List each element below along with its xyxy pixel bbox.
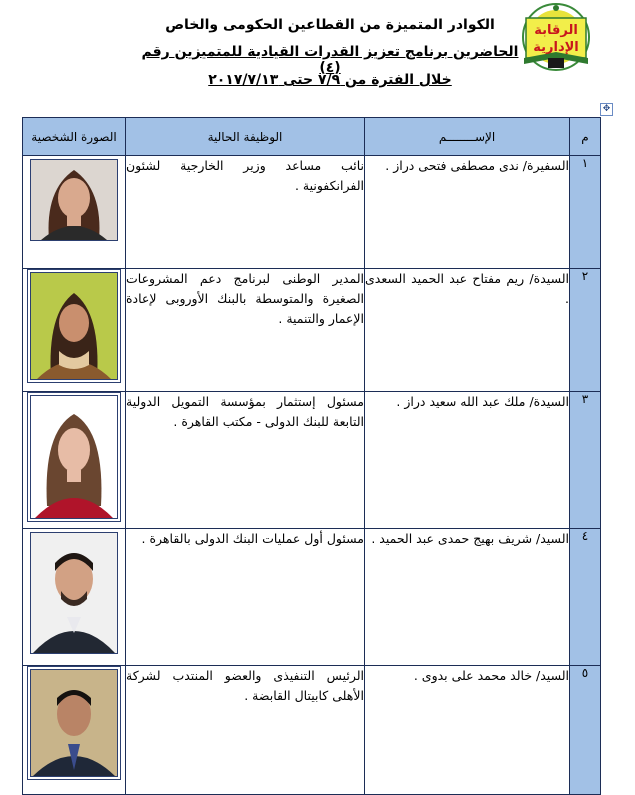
document-title: الكوادر المتميزة من القطاعين الحكومى والخاص: [165, 17, 495, 33]
column-header-job: الوظيفة الحالية: [126, 118, 365, 156]
document-subtitle: الحاضرين برنامج تعزيز القدرات القيادية للمتميزين رقم (٤): [141, 44, 519, 76]
row-name: السيد/ خالد محمد على بدوى .: [365, 666, 570, 795]
row-photo-cell: [23, 392, 126, 529]
table-row: [23, 529, 601, 666]
row-number: ١: [570, 156, 601, 269]
row-name: السيدة/ ريم مفتاح عبد الحميد السعدى .: [365, 269, 570, 392]
row-number: ٥: [570, 666, 601, 795]
svg-text:الرقابة: الرقابة: [534, 23, 578, 38]
row-name: السيد/ شريف بهيج حمدى عبد الحميد .: [365, 529, 570, 666]
portrait-photo: [30, 159, 118, 241]
portrait-photo: [30, 669, 118, 777]
table-header-row: [23, 118, 601, 156]
portrait-photo: [30, 272, 118, 380]
table-row: [23, 269, 601, 392]
row-job: نائب مساعد وزير الخارجية لشئون الفرانكفونية .: [126, 156, 365, 269]
row-photo-cell: [23, 666, 126, 795]
row-job: المدير الوطنى لبرنامج دعم المشروعات الصغيرة والمتوسطة بالبنك الأوروبى لإعادة الإعمار والتنمية .: [126, 269, 365, 392]
row-photo-cell: [23, 156, 126, 269]
row-job: مسئول إستثمار بمؤسسة التمويل الدولية التابعة للبنك الدولى - مكتب القاهرة .: [126, 392, 365, 529]
portrait-photo: [30, 532, 118, 654]
table-move-handle-icon[interactable]: ✥: [600, 103, 613, 116]
row-photo-cell: [23, 529, 126, 666]
portrait-photo: [30, 395, 118, 519]
row-name: السفيرة/ ندى مصطفى فتحى دراز .: [365, 156, 570, 269]
row-number: ٤: [570, 529, 601, 666]
column-header-number: م: [570, 118, 601, 156]
participants-table: [22, 117, 601, 795]
row-job: الرئيس التنفيذى والعضو المنتدب لشركة الأهلى كابيتال القابضة .: [126, 666, 365, 795]
table-row: [23, 156, 601, 269]
row-name: السيدة/ ملك عبد الله سعيد دراز .: [365, 392, 570, 529]
row-job: مسئول أول عمليات البنك الدولى بالقاهرة .: [126, 529, 365, 666]
row-number: ٢: [570, 269, 601, 392]
table-row: [23, 666, 601, 795]
column-header-name: الإســــــــم: [365, 118, 570, 156]
document-period: خلال الفترة من ٧/٩ حتى ٢٠١٧/٧/١٣: [208, 72, 452, 88]
row-number: ٣: [570, 392, 601, 529]
svg-text:الإدارية: الإدارية: [533, 40, 579, 55]
row-photo-cell: [23, 269, 126, 392]
table-row: [23, 392, 601, 529]
logo: [520, 2, 592, 72]
column-header-photo: الصورة الشخصية: [23, 118, 126, 156]
